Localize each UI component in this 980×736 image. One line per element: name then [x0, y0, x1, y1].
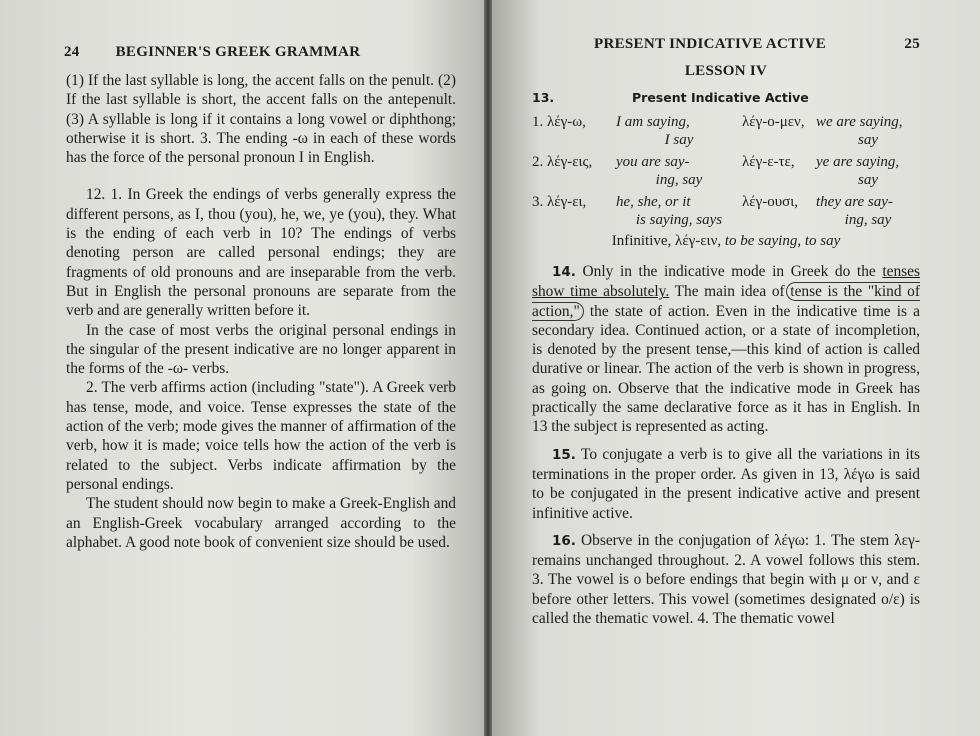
right-running-title: PRESENT INDICATIVE ACTIVE [594, 36, 827, 52]
right-page [492, 0, 980, 736]
plural-form: λέγ-ο-μεν, [742, 114, 805, 130]
plural-translation: we are saying, say [816, 114, 903, 148]
underlined-phrase: tenses show time absolutely. [532, 263, 920, 301]
conjugation-table-title: Present Indicative Active [632, 90, 809, 105]
circled-phrase: tense is the "kind of action," [532, 283, 920, 320]
paragraph-section-14: 14. Only in the indicative mode in Greek do the tenses show time absolutely. The main idea of tense is the "kind of action," the state of action. Even in the indicative time is a secondary idea. Continued action, or a state of incompletion, is denoted by the present tense,—this kind of action is called durative or linear. The action of the verb is shown in progress, as going on. Observe that the indicative mode in Greek has practically the same declarative force as it has in English. In 13 the subject is represented as acting. [532, 263, 920, 436]
paragraph-verb-affirms: 2. The verb affirms action (including "state"). A Greek verb has tense, mode, and voice. Tense expresses the state of the action of the verb; mode gives the manner of affirmation of the verb, how it is made; voice tells how the action of the verb is related to the subject. Verbs indicate affirmation by the personal endings. [66, 379, 456, 493]
paragraph-accent-rules: (1) If the last syllable is long, the accent falls on the penult. (2) If the last syllable is short, the accent falls on the antepenult. (3) A syllable is long if it contains a long vowel or diphthong; otherwise it is short. 3. The ending -ω in each of these words has the force of the personal pronoun I in English. [66, 72, 456, 167]
singular-translation: you are say- ing, say [616, 154, 703, 188]
book-gutter [484, 0, 492, 736]
left-page-number: 24 [64, 44, 80, 60]
left-running-head [64, 44, 456, 61]
table-row [532, 193, 920, 229]
paragraph-personal-endings: In the case of most verbs the original personal endings in the singular of the present indicative are no longer apparent in the forms of the -ω- verbs. [66, 321, 456, 378]
left-page-text [66, 71, 456, 552]
right-running-head [532, 36, 920, 53]
paragraph-section-12: 12. 1. In Greek the endings of verbs generally express the different persons, as I, thou (you), he, we, ye (you), they. What is the ending of each verb in 10? The endings of verbs denoting person are called personal endings; they are fragments of old pronouns and are inseparable from the verb. But in English the personal pronouns are separate from the verb and are generally written before it. [66, 186, 456, 320]
plural-form: λέγ-ουσι, [742, 194, 798, 210]
left-page [0, 0, 484, 736]
plural-translation: they are say- ing, say [816, 194, 893, 228]
infinitive-line: Infinitive, λέγ-ειν, to be saying, to say [611, 233, 841, 249]
plural-form: λέγ-ε-τε, [742, 154, 795, 170]
singular-form: 2. λέγ-εις, [532, 154, 593, 170]
singular-form: 3. λέγ-ει, [532, 194, 587, 210]
lesson-title: LESSON IV [684, 63, 768, 79]
paragraph-vocabulary: The student should now begin to make a Greek-English and an English-Greek vocabulary arranged according to the alphabet. A good note book of convenient size should be used. [66, 495, 456, 551]
paragraph-section-15: 15. To conjugate a verb is to give all the variations in its terminations in the proper order. As given in 13, λέγω is said to be conjugated in the present indicative active and present infinitive active. [532, 445, 920, 522]
singular-translation: he, she, or it is saying, says [616, 194, 723, 228]
plural-translation: ye are saying, say [816, 154, 900, 188]
singular-form: 1. λέγ-ω, [532, 114, 586, 130]
conjugation-table-heading [532, 90, 920, 105]
conjugation-table [532, 113, 920, 229]
paragraph-section-16: 16. Observe in the conjugation of λέγω: 1. The stem λεγ- remains unchanged throughout. 2. A vowel follows this stem. 3. The vowel is ο before endings that begin with μ or ν, and ε before other letters. This vowel (sometimes designated ο/ε) is called the thematic vowel. 4. The thematic vowel [532, 531, 920, 628]
table-row [532, 153, 920, 189]
right-page-number: 25 [904, 36, 920, 52]
table-row [532, 113, 920, 149]
right-page-text [532, 262, 920, 628]
singular-translation: I am saying, I say [616, 114, 694, 148]
section-13-number: 13. [532, 90, 555, 105]
left-running-title: BEGINNER'S GREEK GRAMMAR [115, 44, 361, 60]
